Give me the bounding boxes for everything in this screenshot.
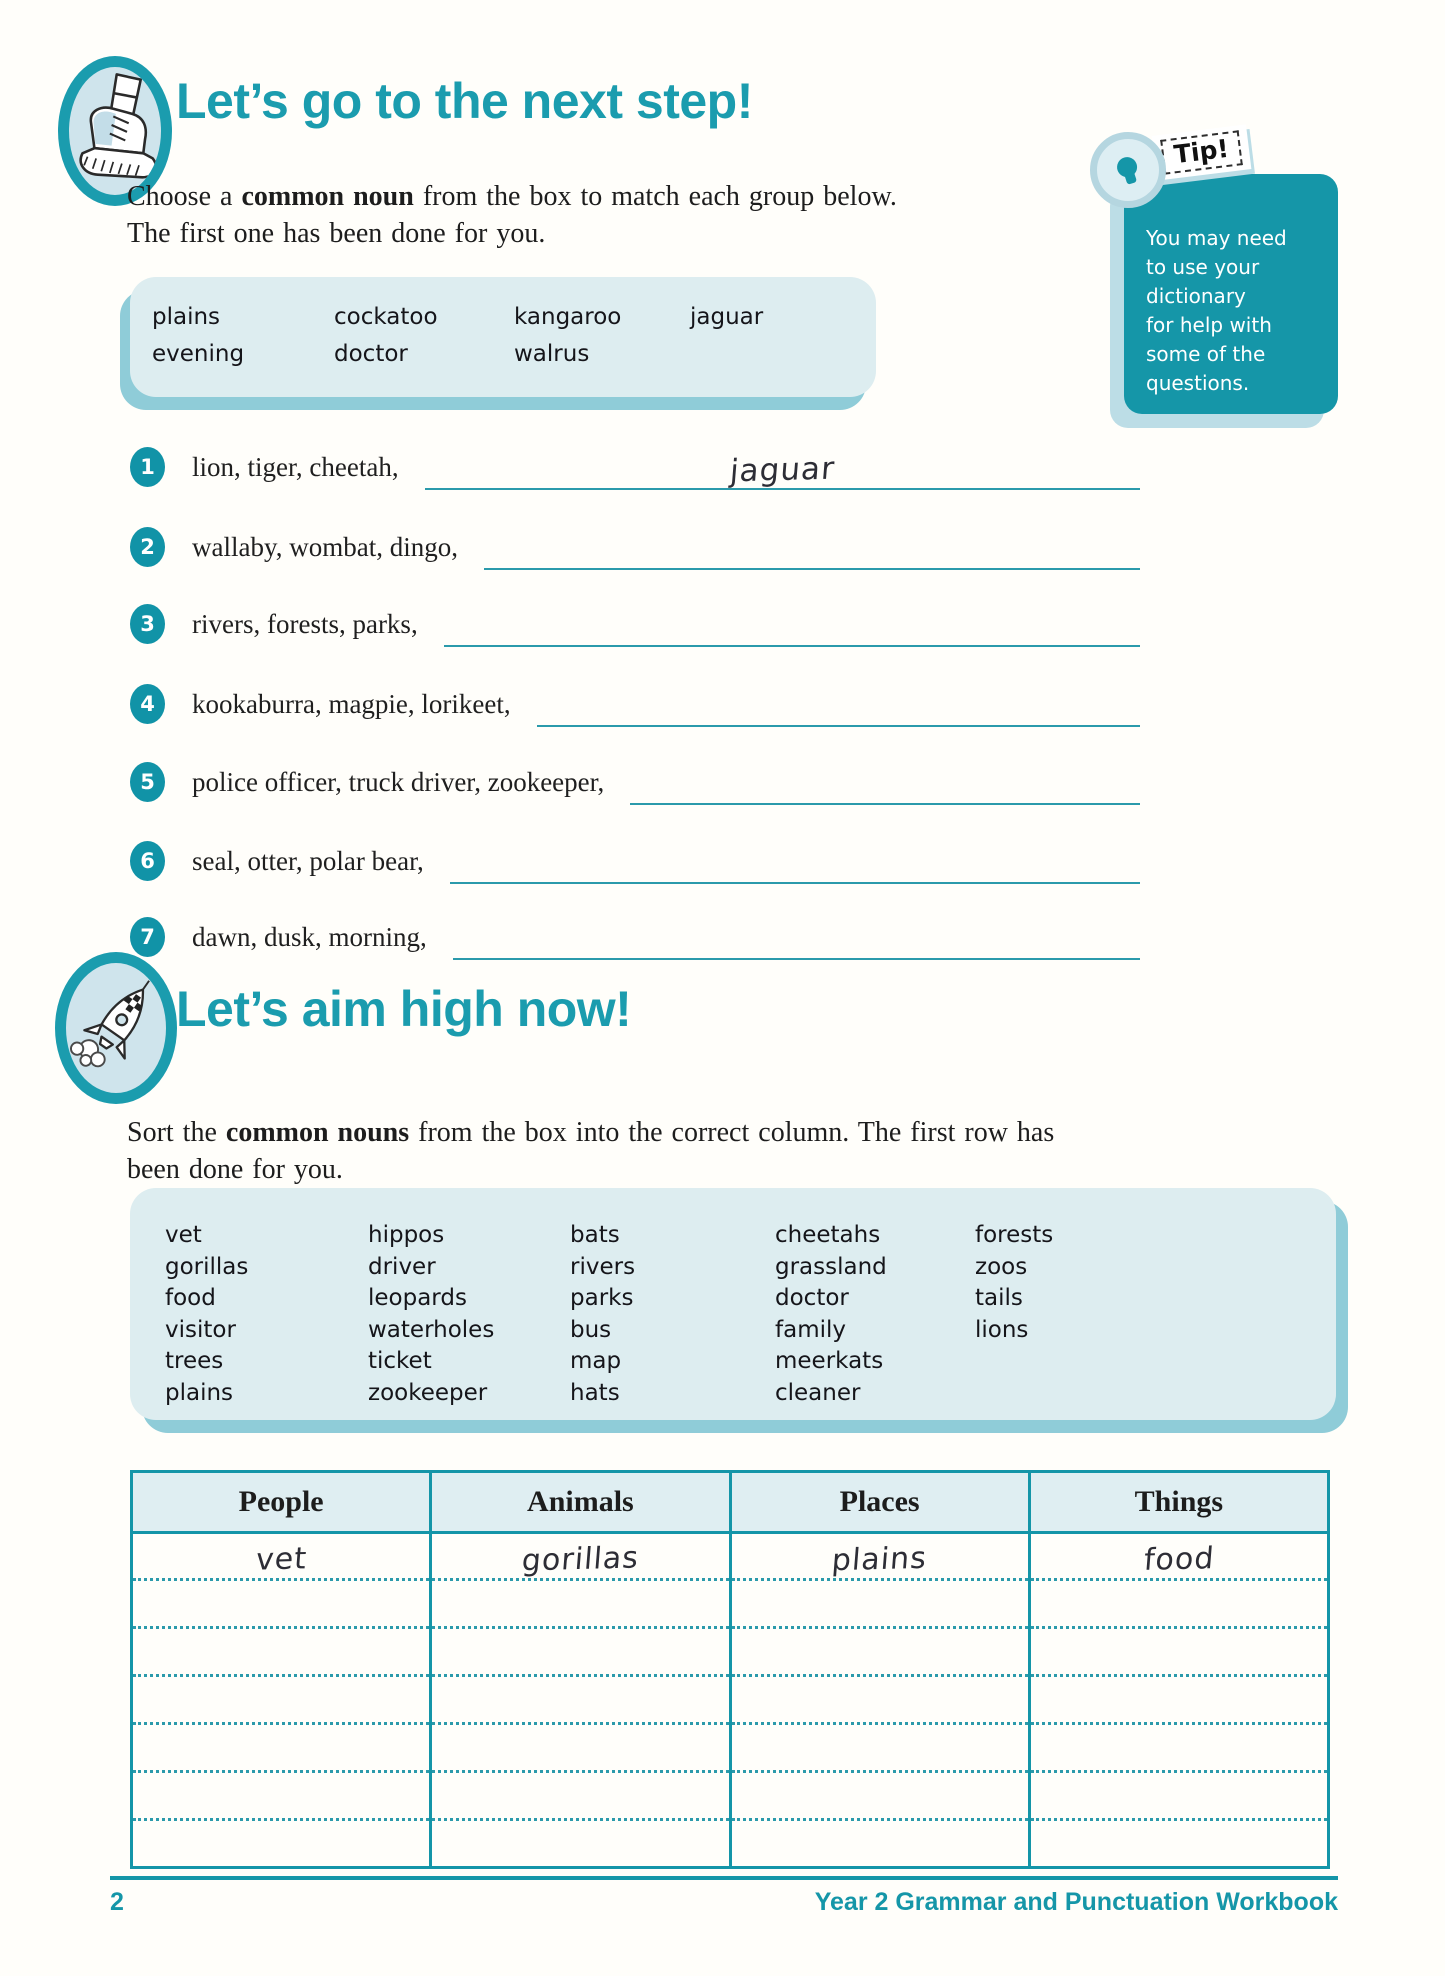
word-box-item: parks (570, 1285, 634, 1311)
tip-box (1124, 133, 1338, 414)
answer-line[interactable] (630, 759, 1140, 805)
word-box-item: ticket (368, 1348, 432, 1374)
word-box-column (775, 1220, 975, 1420)
handwritten-answer: food (1142, 1541, 1216, 1578)
table-cell-empty[interactable] (132, 1628, 431, 1676)
question-number-badge: 6 (130, 841, 165, 881)
word-box-item: tails (975, 1285, 1023, 1311)
question-row (130, 759, 1140, 805)
section1-title: Let’s go to the next step! (176, 73, 753, 129)
word-box-item: family (775, 1316, 846, 1343)
word-box-item: zookeeper (368, 1379, 488, 1406)
word-box-item: zoos (975, 1253, 1028, 1280)
word-box-item: trees (165, 1348, 224, 1374)
question-text: wallaby, wombat, dingo, (192, 531, 458, 562)
word-box-column (514, 299, 690, 397)
footer (110, 1888, 1338, 1917)
word-box-item: vet (165, 1222, 202, 1248)
question-text: kookaburra, magpie, lorikeet, (192, 688, 511, 719)
word-box-item: gorillas (165, 1253, 249, 1280)
table-cell-empty[interactable] (132, 1772, 431, 1820)
word-box-item: bus (570, 1316, 612, 1343)
table-row (132, 1820, 1329, 1868)
table-cell-empty[interactable] (132, 1820, 431, 1868)
question-number-badge: 3 (130, 604, 165, 644)
word-box-item: plains (152, 304, 221, 330)
word-box-item: cockatoo (334, 304, 438, 330)
table-cell-empty[interactable] (730, 1628, 1029, 1676)
table-row (132, 1772, 1329, 1820)
word-box-2 (130, 1188, 1336, 1420)
question-row (130, 444, 1140, 490)
footer-divider (110, 1876, 1338, 1880)
question-row (130, 838, 1140, 884)
table-cell-empty[interactable] (431, 1676, 730, 1724)
section1-instructions: Choose a common noun from the box to match each group below. The first one has been done for you. (127, 181, 897, 249)
question-number-badge: 5 (130, 762, 165, 802)
word-box-item: lions (975, 1316, 1029, 1343)
table-header-row (132, 1472, 1329, 1533)
handwritten-answer: gorillas (520, 1540, 641, 1579)
table-row (132, 1724, 1329, 1772)
table-cell-empty[interactable] (730, 1772, 1029, 1820)
column-header: Things (1029, 1472, 1328, 1533)
word-box-item: bats (570, 1222, 620, 1248)
word-box-item: meerkats (775, 1348, 884, 1374)
table-cell-empty[interactable] (1029, 1820, 1328, 1868)
word-box-item: hippos (368, 1222, 445, 1248)
word-box-item: doctor (775, 1285, 849, 1311)
word-box-item: grassland (775, 1253, 887, 1280)
word-box-item: waterholes (368, 1316, 495, 1343)
question-number-badge: 2 (130, 527, 165, 567)
table-row (132, 1580, 1329, 1628)
table-cell-empty[interactable] (730, 1580, 1029, 1628)
table-cell-empty[interactable] (1029, 1580, 1328, 1628)
table-cell-empty[interactable] (132, 1676, 431, 1724)
section2-title: Let’s aim high now! (176, 981, 632, 1037)
answer-line[interactable] (453, 914, 1140, 960)
question-row (130, 914, 1140, 960)
word-box-column (165, 1220, 368, 1420)
rocket-icon (55, 952, 177, 1104)
word-box-item: forests (975, 1222, 1054, 1248)
table-cell-empty[interactable] (1029, 1676, 1328, 1724)
section2-instructions: Sort the common nouns from the box into the correct column. The first row has been done for you. (127, 1117, 1055, 1185)
question-number-badge: 4 (130, 684, 165, 724)
sorting-table (130, 1470, 1330, 1869)
column-header: Animals (431, 1472, 730, 1533)
word-box-column (334, 299, 514, 397)
word-box-item: driver (368, 1253, 436, 1280)
table-row (132, 1676, 1329, 1724)
hiking-boot-drawing (72, 71, 158, 191)
answer-line[interactable] (450, 838, 1140, 884)
rocket-drawing (66, 958, 166, 1098)
word-box-item: rivers (570, 1253, 636, 1280)
word-box-1 (130, 277, 876, 397)
table-cell-empty[interactable] (730, 1676, 1029, 1724)
word-box-item: cleaner (775, 1379, 861, 1406)
question-row (130, 524, 1140, 570)
word-box-item: jaguar (690, 304, 764, 330)
question-number-badge: 7 (130, 917, 165, 957)
question-text: seal, otter, polar bear, (192, 845, 424, 876)
question-row (130, 681, 1140, 727)
word-box-item: hats (570, 1379, 620, 1406)
word-box-column (570, 1220, 775, 1420)
table-cell-empty[interactable] (1029, 1772, 1328, 1820)
word-box-item: doctor (334, 341, 408, 367)
question-text: lion, tiger, cheetah, (192, 451, 399, 482)
tip-text: You may need to use your dictionary for help with some of the questions. (1146, 226, 1287, 395)
word-box-item: map (570, 1348, 622, 1374)
table-cell-empty[interactable] (431, 1772, 730, 1820)
handwritten-answer: vet (254, 1541, 309, 1578)
answer-line[interactable] (537, 681, 1140, 727)
question-text: police officer, truck driver, zookeeper, (192, 766, 605, 797)
table-cell-empty[interactable] (431, 1628, 730, 1676)
tip-label: Tip! (1160, 130, 1243, 174)
lightbulb-icon (1090, 132, 1166, 208)
answer-line[interactable] (444, 601, 1140, 647)
answer-line[interactable] (425, 444, 1140, 490)
table-cell-empty[interactable] (132, 1724, 431, 1772)
question-text: rivers, forests, parks, (192, 608, 418, 639)
word-box-item: leopards (368, 1285, 467, 1311)
table-row (132, 1533, 1329, 1580)
word-box-column (152, 299, 334, 397)
table-cell-empty[interactable] (132, 1580, 431, 1628)
table-cell-empty[interactable] (1029, 1724, 1328, 1772)
column-header: Places (730, 1472, 1029, 1533)
table-row (132, 1628, 1329, 1676)
question-number-badge: 1 (130, 447, 165, 487)
table-cell-filled[interactable] (431, 1533, 730, 1580)
table-cell-empty[interactable] (431, 1820, 730, 1868)
table-cell-empty[interactable] (431, 1724, 730, 1772)
question-text: dawn, dusk, morning, (192, 921, 427, 952)
word-box-item: food (165, 1285, 216, 1311)
table-cell-empty[interactable] (730, 1820, 1029, 1868)
word-box-column (368, 1220, 570, 1420)
question-row (130, 601, 1140, 647)
table-cell-filled[interactable] (132, 1533, 431, 1580)
table-cell-empty[interactable] (1029, 1628, 1328, 1676)
word-box-item: cheetahs (775, 1222, 881, 1248)
table-cell-empty[interactable] (431, 1580, 730, 1628)
book-title: Year 2 Grammar and Punctuation Workbook (814, 1888, 1338, 1916)
page-number: 2 (110, 1888, 124, 1916)
word-box-item: evening (152, 341, 245, 367)
word-box-item: kangaroo (514, 304, 622, 330)
word-box-column (975, 1220, 1053, 1420)
word-box-item: walrus (514, 341, 590, 367)
word-box-item: plains (165, 1379, 234, 1406)
table-cell-filled[interactable] (1029, 1533, 1328, 1580)
handwritten-answer: jaguar (728, 450, 837, 490)
word-box-item: visitor (165, 1316, 236, 1343)
column-header: People (132, 1472, 431, 1533)
word-box-column (690, 299, 763, 397)
answer-line[interactable] (484, 524, 1140, 570)
table-cell-filled[interactable] (730, 1533, 1029, 1580)
tip-banner (1152, 124, 1252, 180)
table-cell-empty[interactable] (730, 1724, 1029, 1772)
handwritten-answer: plains (830, 1540, 929, 1579)
